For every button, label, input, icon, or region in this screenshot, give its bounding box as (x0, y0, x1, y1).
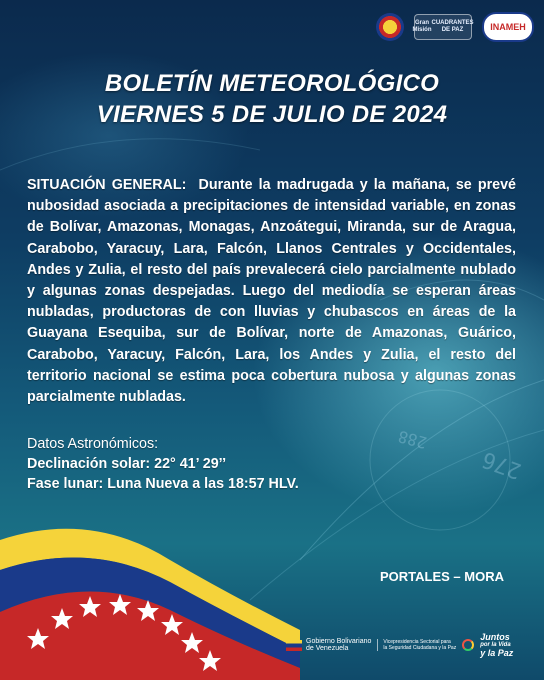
vicepresidencia-logo (377, 639, 456, 651)
gobierno-bolivariano-logo (286, 638, 371, 652)
juntos-line: y la Paz (480, 648, 514, 658)
logo-text: Gran Misión (412, 20, 432, 33)
authors-signature: PORTALES – MORA (380, 569, 504, 584)
gov-line: de Venezuela (306, 645, 349, 652)
situation-paragraph (27, 175, 516, 408)
bulletin-title: BOLETÍN METEOROLÓGICO (104, 70, 440, 97)
inameh-logo: INAMEH (482, 12, 534, 42)
vice-line: Vicepresidencia Sectorial para (383, 639, 451, 645)
situation-label: SITUACIÓN GENERAL: (27, 177, 187, 193)
flag-icon (286, 640, 302, 651)
bg-digits: 276 (478, 445, 525, 484)
venezuela-flag-icon (0, 500, 300, 680)
juntos-line: por la Vida (480, 642, 511, 648)
logo-text: CUADRANTES DE PAZ (431, 20, 474, 33)
bulletin-date: VIERNES 5 DE JULIO DE 2024 (96, 101, 448, 128)
cuadrantes-de-paz-logo (414, 14, 472, 40)
escudo-icon (376, 13, 404, 41)
bg-digits: 288 (396, 426, 429, 453)
gov-line: Gobierno Bolivariano (306, 638, 372, 645)
solar-declination: Declinación solar: 22° 41’ 29’’ (27, 456, 227, 472)
vice-line: la Seguridad Ciudadana y la Paz (383, 645, 457, 651)
astronomical-data (27, 434, 299, 494)
footer-logos (286, 628, 536, 662)
juntos-icon (462, 639, 474, 651)
situation-text: Durante la madrugada y la mañana, se prevé nubosidad asociada a precipitaciones de intensidad variable, en zonas de Bolívar, Amazonas, Monagas, Anzoátegui, Miranda, sur de Aragua, Carabobo, Yaracuy, Lara, Falcón, Llanos Centrales y Occidentales, Andes y Zulia, el resto del país prevalecerá cielo parcialmente nublado y algunas zonas despejadas. Luego del mediodía se esperan áreas nubladas, productoras de con lluvias y chubascos en áreas de la Guayana Esequiba, sur de Bolívar, norte de Amazonas, Guárico, Carabobo, Yaracuy, Falcón, Lara, los Andes y Zulia, el resto del territorio nacional se estima poca cobertura nubosa y algunas zonas parcialmente nubladas. (27, 177, 516, 406)
header-logos (376, 12, 534, 42)
moon-phase: Fase lunar: Luna Nueva a las 18:57 HLV. (27, 476, 299, 492)
astro-heading: Datos Astronómicos: (27, 436, 159, 452)
juntos-por-la-vida-logo (480, 633, 513, 657)
juntos-line: Juntos (480, 632, 510, 642)
